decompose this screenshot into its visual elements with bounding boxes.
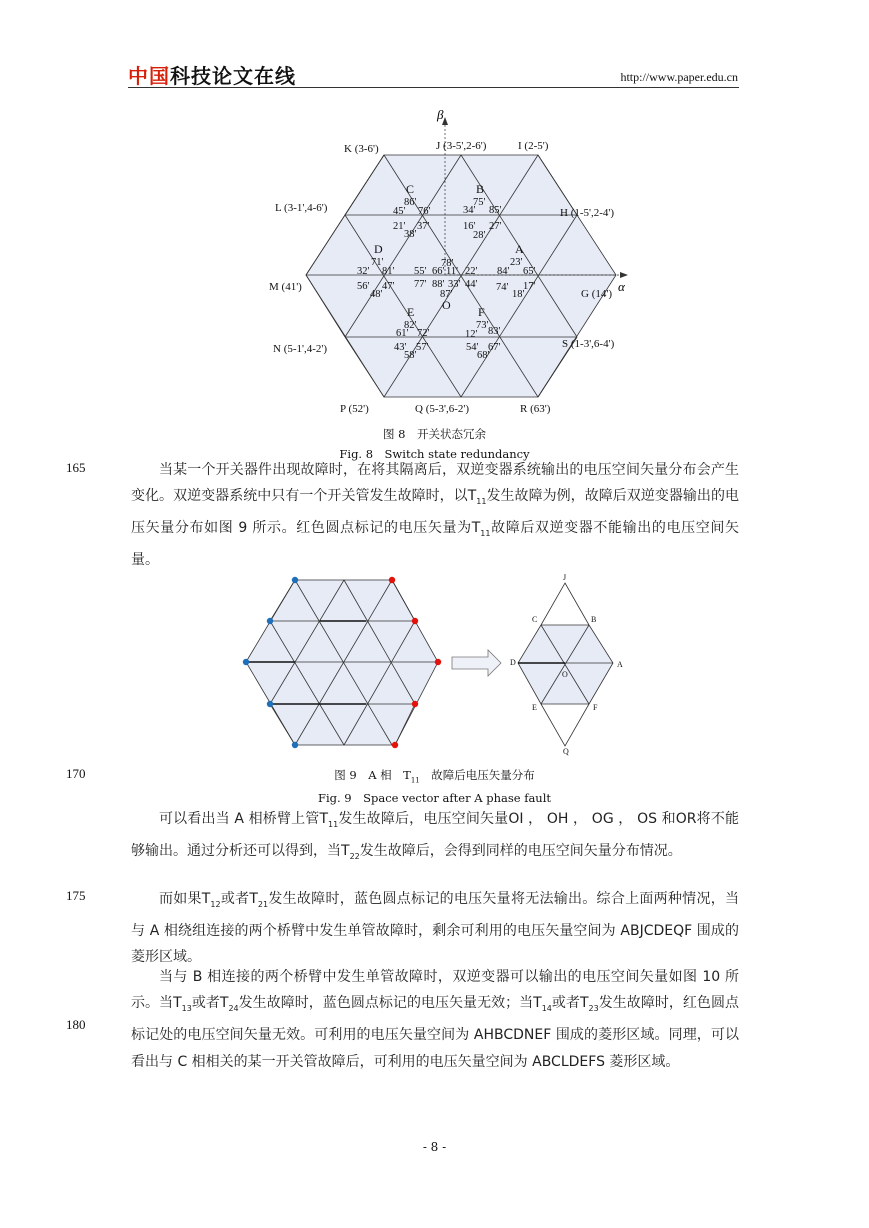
blue-dot [267,701,273,707]
right-arrow-icon [452,650,501,676]
figure-9-caption-cn: 图 9 A 相 $T_{11}$ 故障后电压矢量分布 [334,768,535,785]
vertex-label-q: Q (5-3',6-2') [415,403,470,415]
red-dot [435,659,441,665]
red-dot [392,742,398,748]
state-44: 44' [465,279,478,290]
blue-dot [267,618,273,624]
point-a: A [515,242,524,256]
line-number-165: 165 [66,460,86,475]
state-11: 11' [446,266,459,277]
paragraph-1: 当某一个开关器件出现故障时，在将其隔离后，双逆变器系统输出的电压空间矢量分布会产生变化。双逆变器系统中只有一个开关管发生故障时，以$T_{11}$发生故障为例，故障后双逆变器输出的电压矢量分布如图 9 所示。红色圆点标记的电压矢量为$T_{11}$故障后双逆变器不能输出的电压空间矢量。 [131,462,740,569]
state-37: 37' [417,221,430,232]
state-33: 33' [448,279,461,290]
state-85: 85' [489,205,502,216]
vertex-label-n: N (5-1',4-2') [273,343,328,355]
figure-9-caption-en: Fig. 9 Space vector after A phase fault [317,791,552,805]
point-d: D [374,242,383,256]
state-74: 74' [496,282,509,293]
state-73: 73' [476,320,489,331]
state-32: 32' [357,266,370,277]
state-82: 82' [404,320,417,331]
state-23: 23' [510,257,523,268]
state-66: 66' [432,266,445,277]
red-dot [389,577,395,583]
vertex-label-p: P (52') [340,403,369,415]
figure-9-fault-vector-diagram [230,570,650,760]
state-48: 48' [370,289,383,300]
state-27: 27' [489,221,502,232]
header-url: http://www.paper.edu.cn [620,70,738,84]
state-61: 61' [396,328,409,339]
state-43: 43' [394,342,407,353]
figure-8-hexagon-diagram [250,100,650,425]
paragraph-2: 可以看出当 A 相桥臂上管$T_{11}$发生故障后，电压空间矢量OI ， OH ， OG ， OS 和OR将不能够输出。通过分析还可以得到，当$T_{22}$发生故障后，会得到同样的电压空间矢量分布情况。 [131,811,739,861]
page-number: - 8 - [422,1140,447,1154]
state-17: 17' [523,281,536,292]
vertex-label-l: L (3-1',4-6') [275,202,328,214]
state-47: 47' [382,281,395,292]
vertex-label-j: J (3-5',2-6') [436,140,487,152]
state-67: 67' [488,342,501,353]
state-16: 16' [463,221,476,232]
red-dot [412,618,418,624]
state-57: 57' [416,342,429,353]
fig9-label-c: C [532,615,538,624]
state-18: 18' [512,289,525,300]
state-71: 71' [371,257,384,268]
fig9-label-q: Q [563,747,569,756]
vertex-label-s: S (1-3',6-4') [562,338,615,350]
state-87: 87' [440,289,453,300]
fig9-label-a: A [617,660,623,669]
state-75: 75' [473,197,486,208]
state-88: 88' [432,279,445,290]
blue-dot [292,742,298,748]
state-38: 38' [404,229,417,240]
vertex-label-k: K (3-6') [344,143,379,155]
line-number-170: 170 [66,766,86,781]
state-81: 81' [382,266,395,277]
figure-8-caption-en: Fig. 8 Switch state redundancy [339,447,530,461]
paragraph-4: 当与 B 相连接的两个桥臂中发生单管故障时，双逆变器可以输出的电压空间矢量如图 10 所示。当$T_{13}$或者$T_{24}$发生故障时，蓝色圆点标记的电压矢量无效；当$T_{14}$或者$T_{23}$发生故障时，红色圆点标记处的电压空间矢量无效。可利用的电压矢量空间为 AHBCDNEF 围成的菱形区域。同理，可以看出与 C 相相关的某一开关管故障后，可利用的电压矢量空间为 ABCLDEFS 菱形区域。 [131,969,739,1070]
alpha-axis-label: α [618,279,625,294]
state-72: 72' [417,328,430,339]
vertex-label-g: G (14') [581,288,613,300]
state-86: 86' [404,197,417,208]
point-c: C [406,182,415,196]
state-21: 21' [393,221,406,232]
fig9-label-b: B [591,615,597,624]
state-77: 77' [414,279,427,290]
state-12: 12' [465,329,478,340]
point-b: B [476,182,485,196]
state-55: 55' [414,266,427,277]
point-e: E [407,305,415,319]
point-o: O [442,298,451,312]
blue-dot [243,659,249,665]
vertex-label-r: R (63') [520,403,551,415]
line-number-180: 180 [66,1017,86,1032]
point-f: F [478,305,485,319]
vertex-label-m: M (41') [269,281,302,293]
fig9-label-f: F [593,703,598,712]
state-56: 56' [357,281,370,292]
fig9-label-j: J [563,573,567,582]
state-22: 22' [465,266,478,277]
state-45: 45' [393,206,406,217]
state-54: 54' [466,342,479,353]
state-58: 58' [404,350,417,361]
beta-axis-label: β [437,107,444,122]
vertex-label-i: I (2-5') [518,140,549,152]
state-68: 68' [477,350,490,361]
vertex-label-h: H (1-5',2-4') [560,207,615,219]
line-number-175: 175 [66,888,86,903]
state-34: 34' [463,205,476,216]
state-65: 65' [523,266,536,277]
state-76: 76' [418,206,431,217]
blue-dot [292,577,298,583]
red-dot [412,701,418,707]
figure-8-caption-cn: 图 8 开关状态冗余 [383,427,486,441]
state-84: 84' [497,266,510,277]
fig9-label-o: O [562,670,568,679]
state-83: 83' [488,326,501,337]
fig9-label-d: D [510,658,516,667]
fig9-label-e: E [532,703,537,712]
header-rule [128,87,739,88]
journal-logo: 中国科技论文在线 [128,64,296,88]
paragraph-3: 而如果$T_{12}$或者$T_{21}$发生故障时，蓝色圆点标记的电压矢量将无法输出。综合上面两种情况，当与 A 相绕组连接的两个桥臂中发生单管故障时，剩余可利用的电压矢量空间为 ABJCDEQF 围成的菱形区域。 [131,891,739,966]
state-28: 28' [473,230,486,241]
state-78: 78' [441,258,454,269]
